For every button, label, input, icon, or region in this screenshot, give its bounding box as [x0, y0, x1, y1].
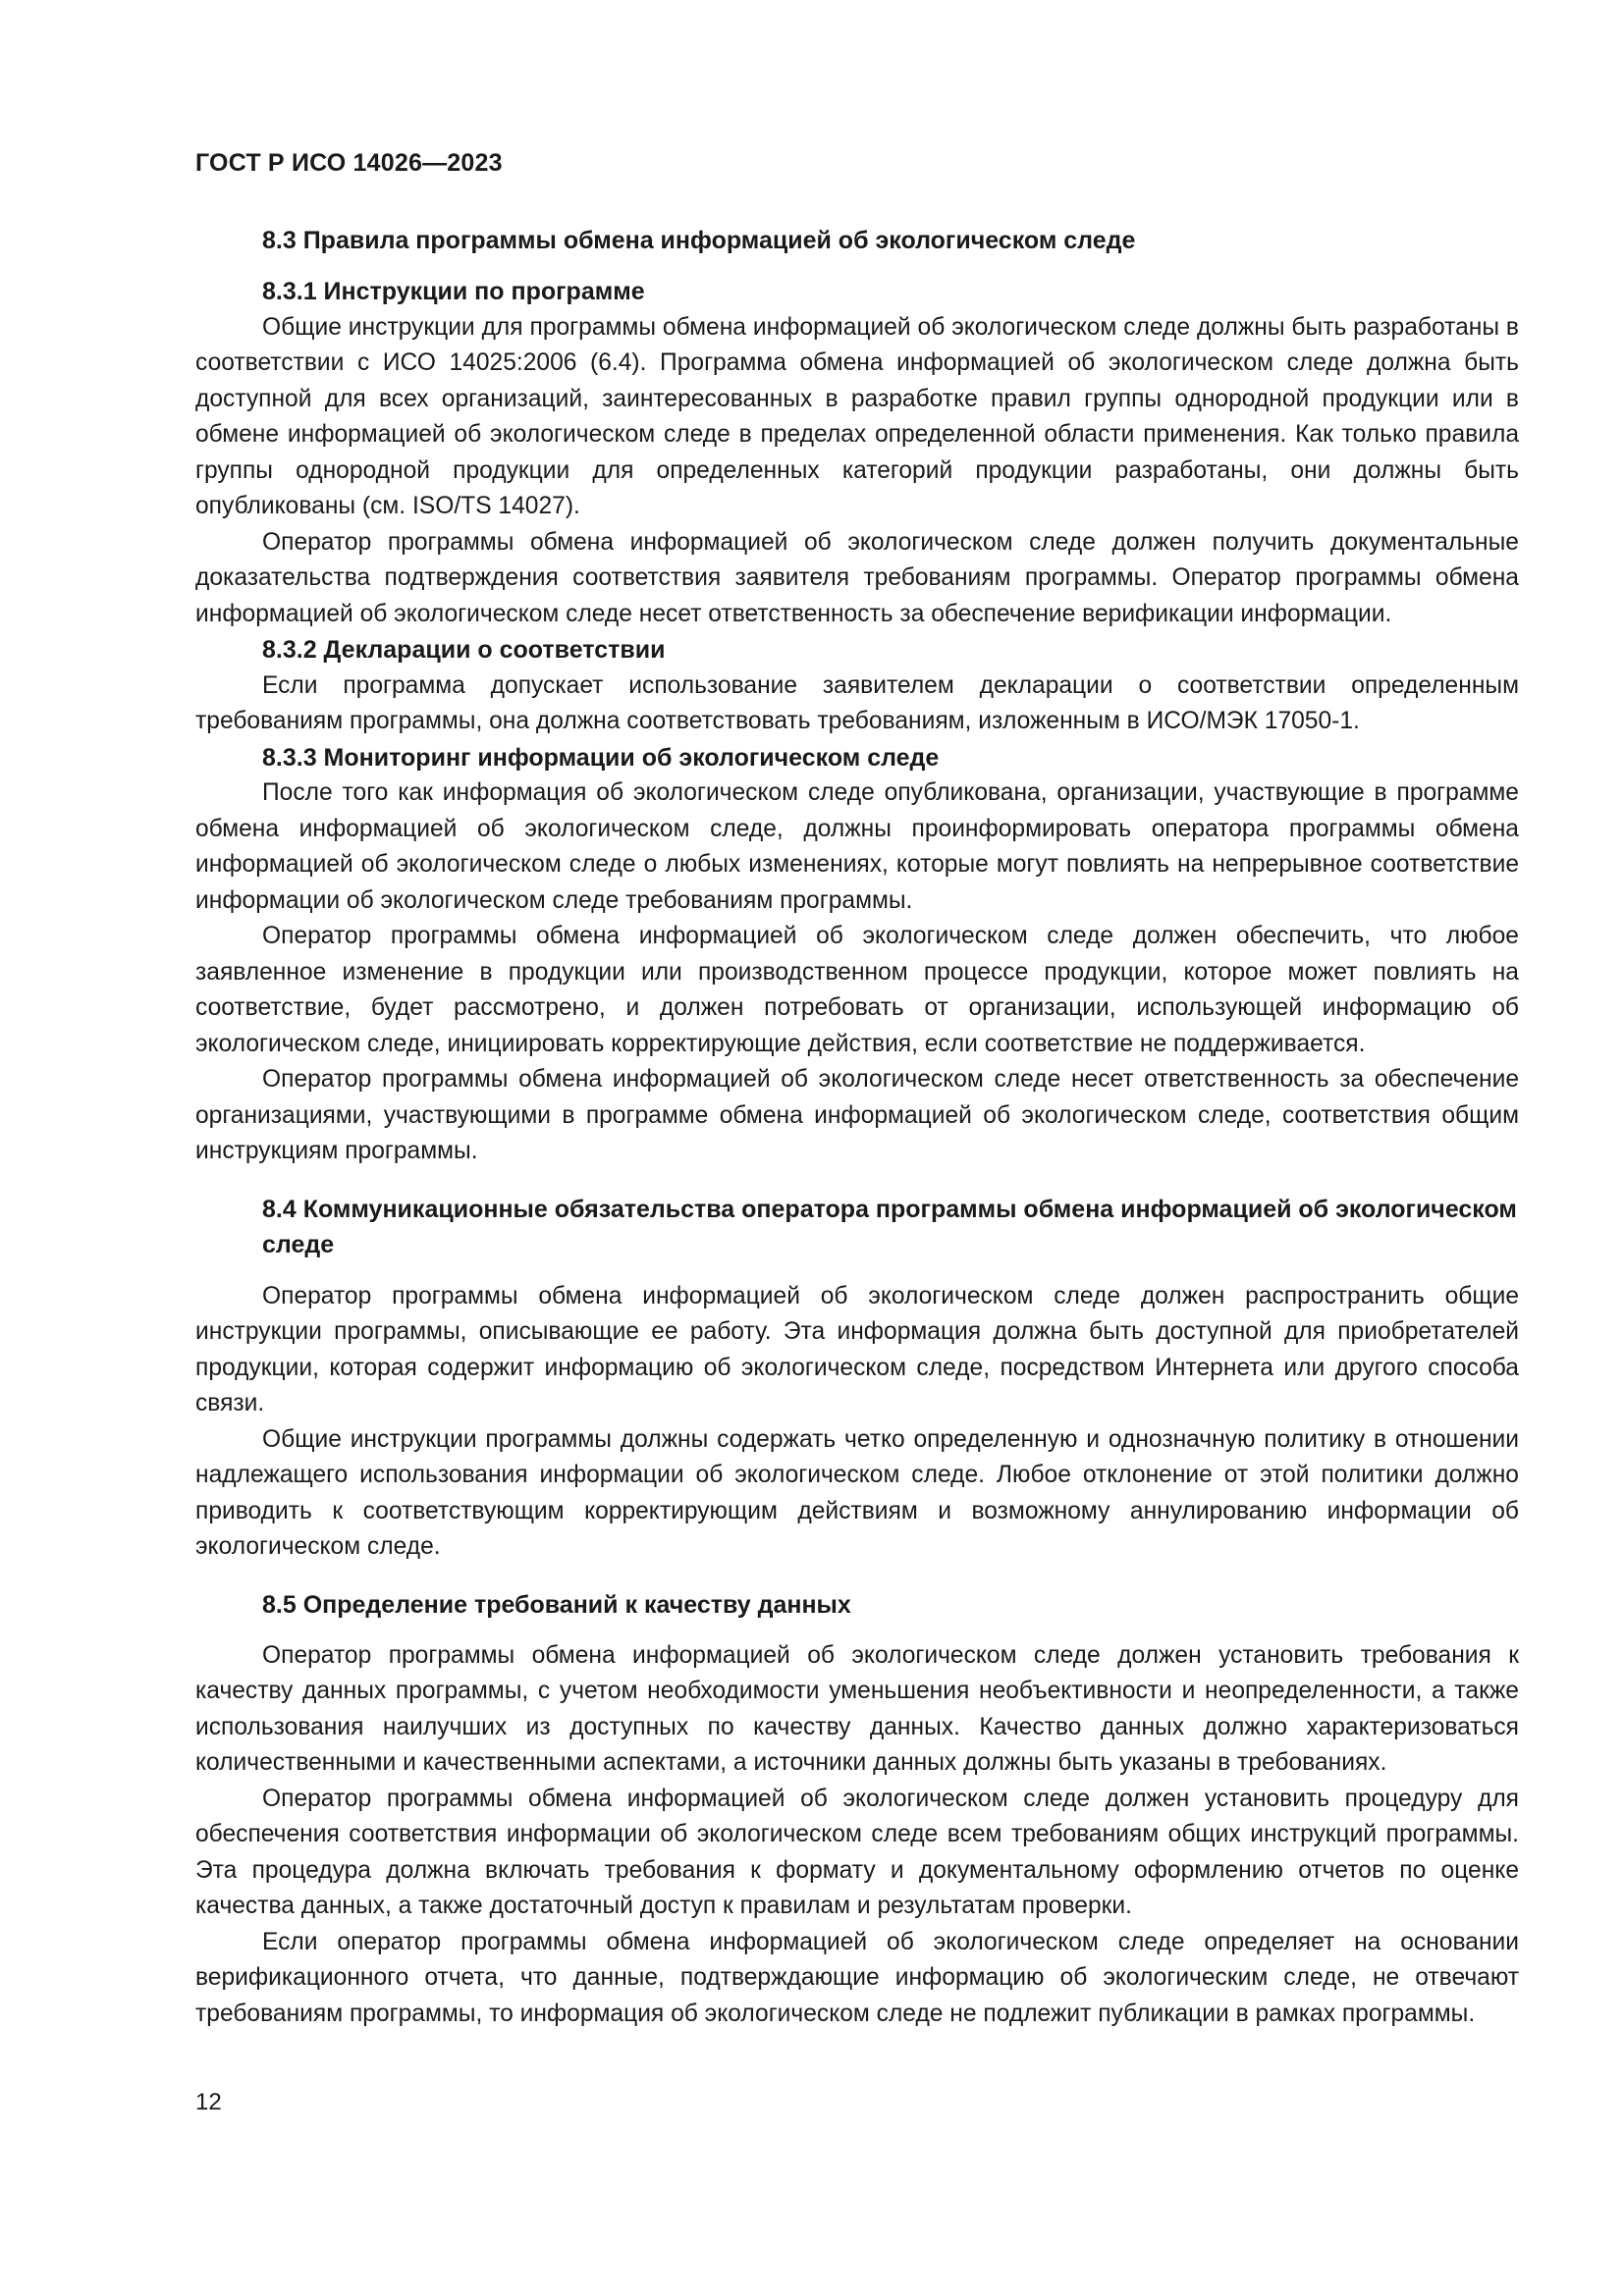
section-8-3-1-heading: 8.3.1 Инструкции по программе [262, 278, 645, 305]
document-header: ГОСТ Р ИСО 14026—2023 [195, 149, 503, 177]
section-8-5-paragraph-2: Оператор программы обмена информацией об экологическом следе должен установить процедуру для обеспечения соответствия информации об экологическом следе всем требованиям общих инструкций программы. Эта процедура должна включать требования к формату и документальному оформлению отчетов по оценке качества данных, а также достаточный доступ к правилам и результатам проверки. [195, 1785, 1519, 1919]
page-number: 12 [195, 2089, 222, 2115]
section-8-3-1-paragraph-2: Оператор программы обмена информацией об экологическом следе должен получить документальные доказательства подтверждения соответствия заявителя требованиям программы. Оператор программы обмена информацией об экологическом следе несет ответственность за обеспечение верификации информации. [195, 528, 1519, 627]
section-8-3-2-heading: 8.3.2 Декларации о соответствии [262, 636, 666, 664]
section-8-3-1-paragraph-1: Общие инструкции для программы обмена информацией об экологическом следе должны быть разработаны в соответствии с ИСО 14025:2006 (6.4). Программа обмена информацией об экологическом следе должна быть доступной для всех организаций, заинтересованных в разработке правил группы однородной продукции или в обмене информацией об экологическом следе в пределах определенной области применения. Как только правила группы однородной продукции для определенных категорий продукции разработаны, они должны быть опубликованы (см. ISO/TS 14027). [195, 313, 1519, 519]
document-body [195, 223, 1519, 2032]
section-8-3-3-paragraph-3: Оператор программы обмена информацией об экологическом следе несет ответственность за обеспечение организациями, участвующими в программе обмена информацией об экологическом следе, соответствия общим инструкциям программы. [195, 1066, 1519, 1164]
section-8-4-paragraph-1: Оператор программы обмена информацией об экологическом следе должен распространить общие инструкции программы, описывающие ее работу. Эта информация должна быть доступной для приобретателей продукции, которая содержит информацию об экологическом следе, посредством Интернета или другого способа связи. [195, 1282, 1519, 1416]
section-8-4-paragraph-2: Общие инструкции программы должны содержать четко определенную и однозначную политику в отношении надлежащего использования информации об экологическом следе. Любое отклонение от этой политики должно приводить к соответствующим корректирующим действиям и возможному аннулированию информации об экологическом следе. [195, 1425, 1519, 1560]
section-8-4-heading: 8.4 Коммуникационные обязательства оператора программы обмена информацией об экологическом следе [262, 1195, 1517, 1258]
section-8-5-paragraph-3: Если оператор программы обмена информацией об экологическом следе определяет на основании верификационного отчета, что данные, подтверждающие информацию об экологическим следе, не отвечают требованиям программы, то информация об экологическом следе не подлежит публикации в рамках программы. [195, 1928, 1519, 2027]
section-8-5-heading: 8.5 Определение требований к качеству данных [262, 1590, 851, 1619]
section-8-5-paragraph-1: Оператор программы обмена информацией об экологическом следе должен установить требования к качеству данных программы, с учетом необходимости уменьшения необъективности и неопределенности, а также использования наилучших из доступных по качеству данных. Качество данных должно характеризоваться количественными и качественными аспектами, а источники данных должны быть указаны в требованиях. [195, 1641, 1519, 1776]
section-8-3-3-heading: 8.3.3 Мониторинг информации об экологическом следе [262, 743, 940, 772]
section-8-3-heading: 8.3 Правила программы обмена информацией об экологическом следе [262, 227, 1136, 254]
section-8-3-3-paragraph-1: После того как информация об экологическом следе опубликована, организации, участвующие в программе обмена информацией об экологическом следе, должны проинформировать оператора программы обмена информацией об экологическом следе о любых изменениях, которые могут повлиять на непрерывное соответствие информации об экологическом следе требованиям программы. [195, 779, 1519, 914]
section-8-3-2-paragraph-1: Если программа допускает использование заявителем декларации о соответствии определенным требованиям программы, она должна соответствовать требованиям, изложенным в ИСО/МЭК 17050-1. [195, 671, 1519, 734]
section-8-3-3-paragraph-2: Оператор программы обмена информацией об экологическом следе должен обеспечить, что любое заявленное изменение в продукции или производственном процессе продукции, которое может повлиять на соответствие, будет рассмотрено, и должен потребовать от организации, использующей информацию об экологическом следе, инициировать корректирующие действия, если соответствие не поддерживается. [195, 923, 1519, 1057]
